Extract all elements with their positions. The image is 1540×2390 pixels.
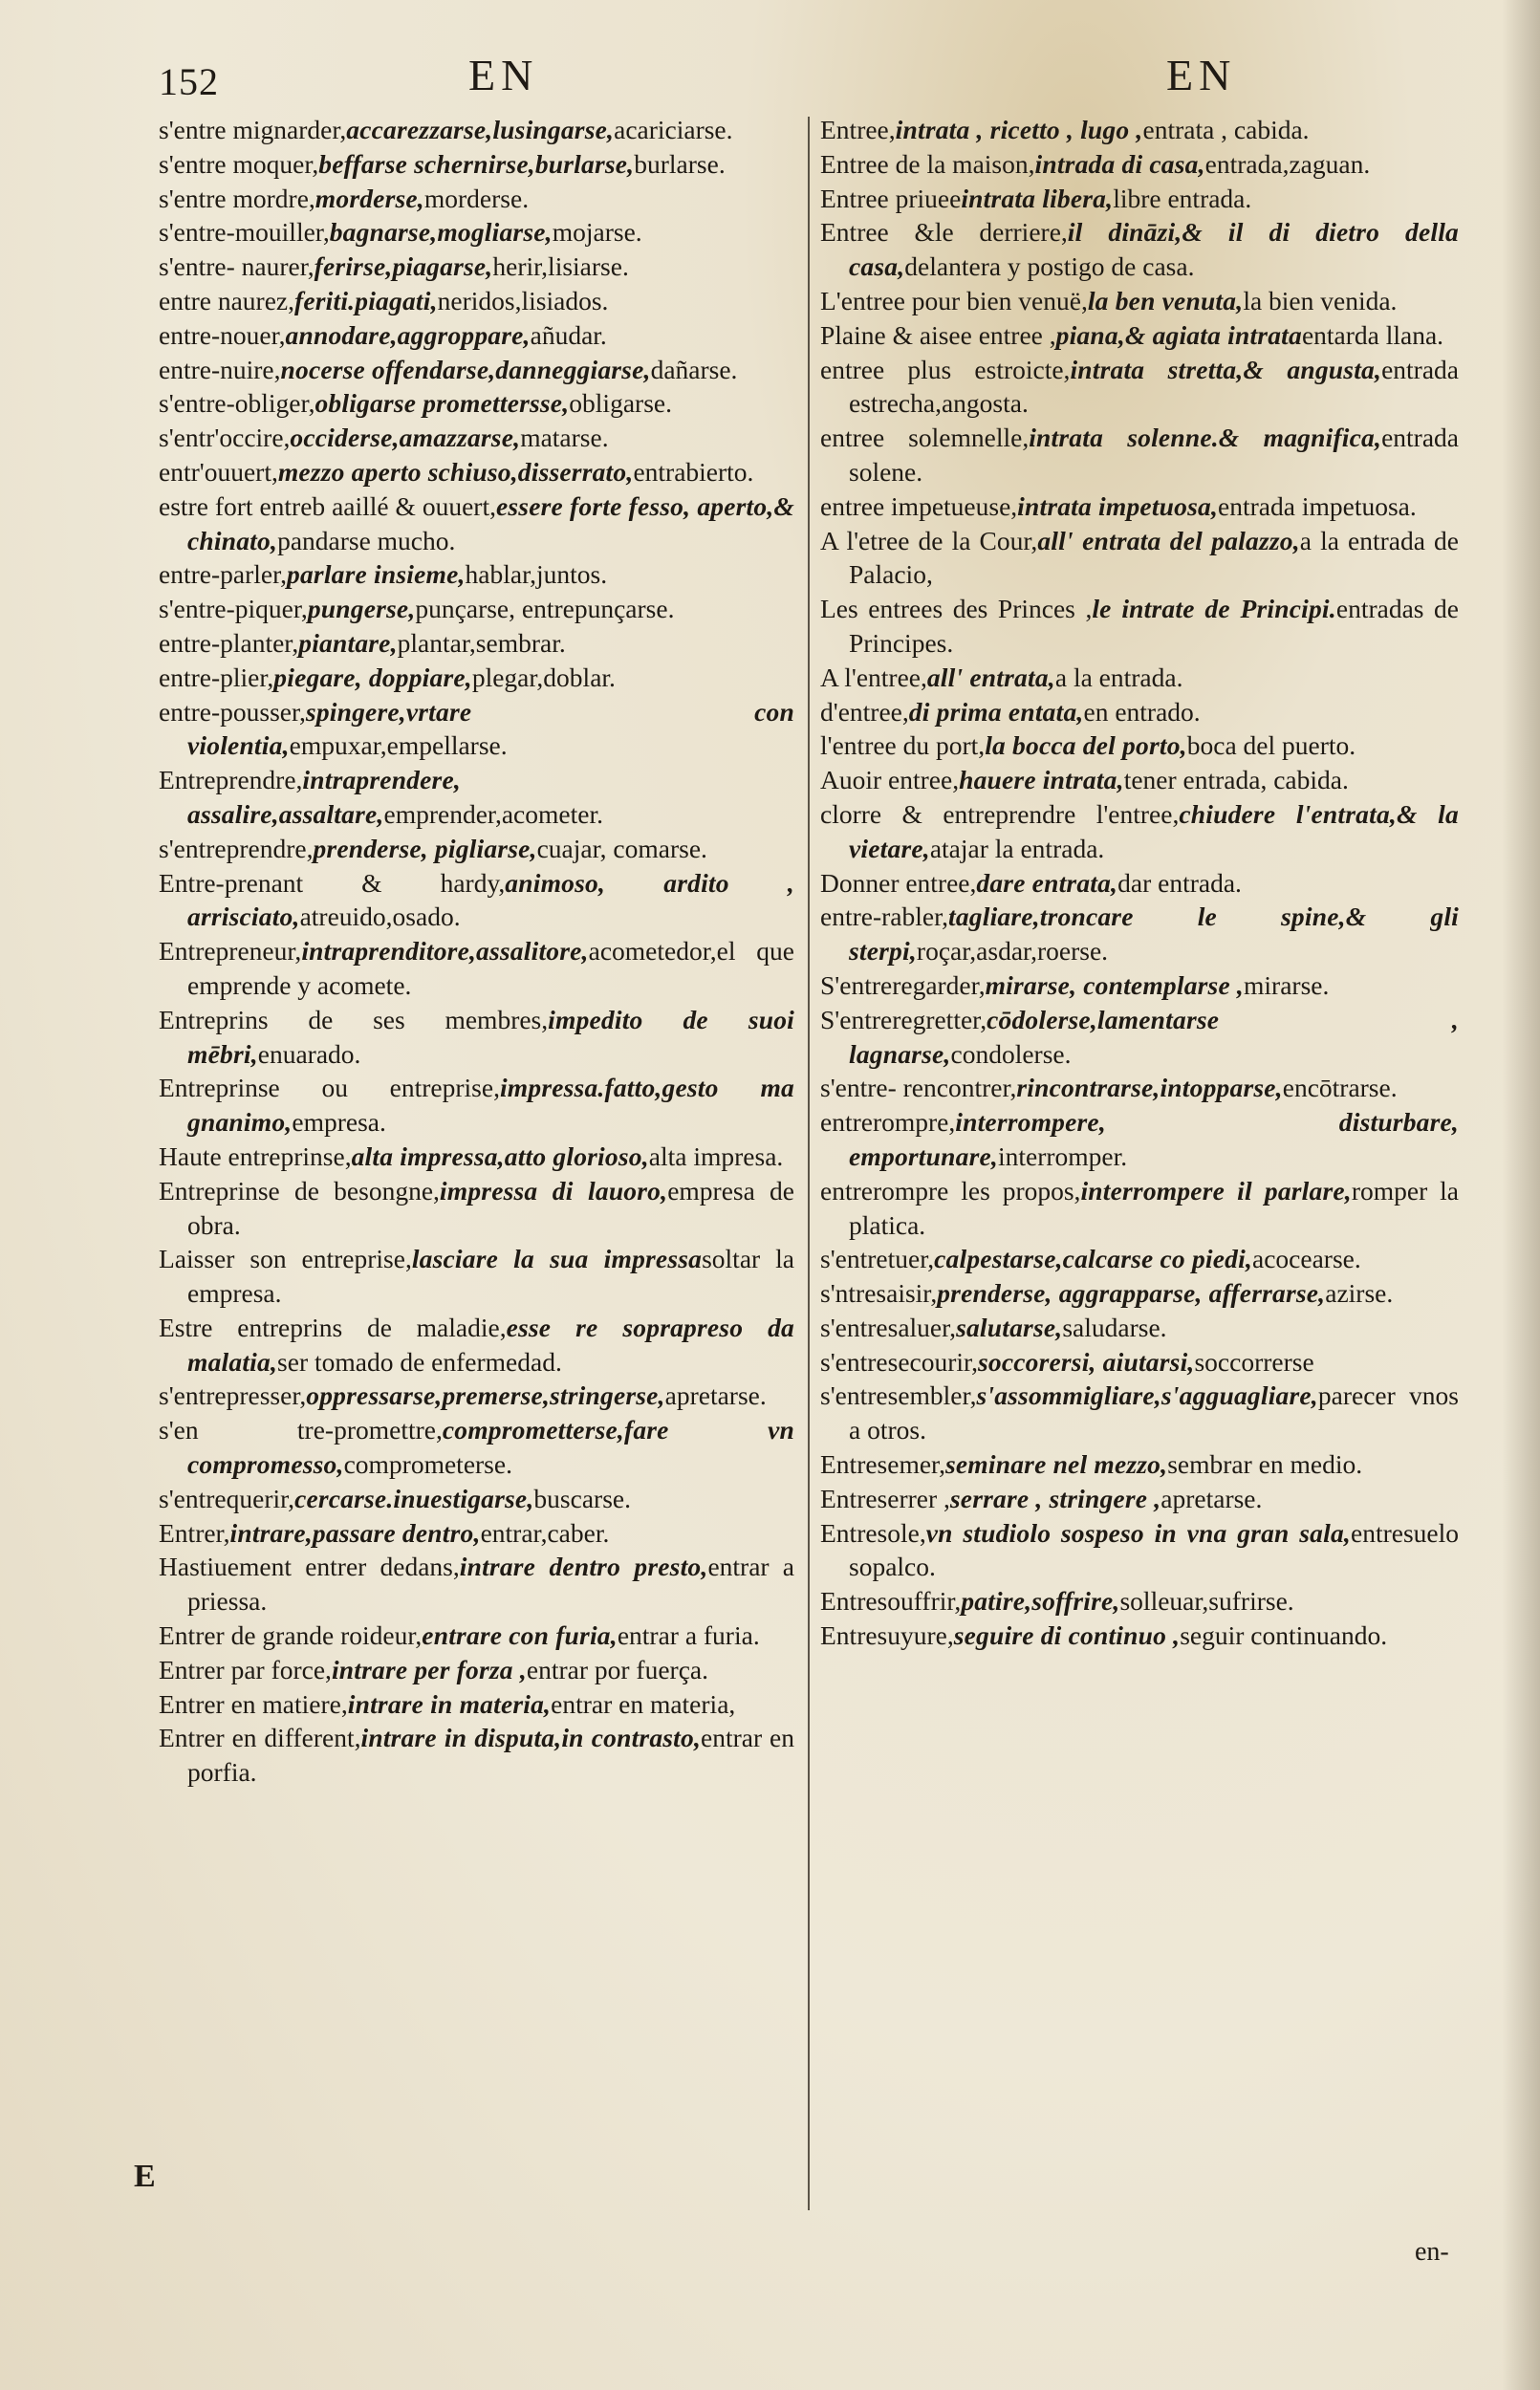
entry-italian: pungerse, — [307, 594, 416, 624]
dictionary-entry — [820, 113, 1459, 147]
entry-headword: entre-planter, — [159, 627, 299, 658]
entry-headword: entre-nouer, — [159, 319, 286, 350]
entry-italian: intrare,passare dentro, — [229, 1517, 481, 1548]
entry-italian: la bocca del porto, — [985, 730, 1187, 761]
entry-italian: serrare , stringere , — [949, 1483, 1161, 1513]
entry-headword: Entrer par force, — [159, 1654, 332, 1684]
entry-italian: intrare in disputa,in contrasto, — [360, 1723, 702, 1753]
entry-italian: ferirse,piagarse, — [314, 251, 493, 282]
entry-spanish: burlarse. — [634, 148, 726, 179]
entry-italian: prenderse, pigliarse, — [313, 833, 537, 863]
entry-spanish: entrar a furia. — [617, 1620, 760, 1651]
entry-italian: obligarse promettersse, — [315, 388, 570, 419]
entry-italian: il dināzi,& il di dietro della casa, — [849, 217, 1459, 282]
entry-spanish: boca del puerto. — [1186, 730, 1356, 761]
entry-spanish: entarda llana. — [1301, 319, 1444, 350]
entry-headword: Entrepreneur, — [159, 936, 302, 967]
entry-italian: vn studiolo sospeso in vna gran sala, — [925, 1517, 1351, 1548]
dictionary-entry — [820, 1311, 1459, 1345]
dictionary-entry — [820, 900, 1459, 968]
dictionary-entry — [820, 1447, 1459, 1482]
entry-spanish: solleuar,sufrirse. — [1119, 1586, 1294, 1617]
dictionary-entry — [159, 866, 794, 935]
dictionary-entry — [820, 1105, 1459, 1174]
entry-italian: entrare con furia, — [422, 1620, 618, 1651]
dictionary-entry — [159, 113, 794, 147]
entry-italian: alta impressa,atto glorioso, — [351, 1141, 649, 1171]
entry-italian: interrompere, disturbare, emportunare, — [849, 1107, 1459, 1171]
entry-headword: entre-nuire, — [159, 354, 281, 384]
entry-spanish: apretarse. — [1160, 1483, 1263, 1513]
dictionary-entry — [820, 318, 1459, 353]
entry-headword: s'entre mignarder, — [159, 115, 347, 144]
entry-headword: entrerompre, — [820, 1107, 956, 1138]
entry-spanish: cuajar, comarse. — [536, 833, 707, 863]
dictionary-entry — [159, 1413, 794, 1482]
entry-headword: Entree priuee — [820, 183, 962, 213]
entry-spanish: entradas de Principes. — [849, 594, 1459, 658]
entry-headword: s'entre-mouiller, — [159, 217, 330, 248]
dictionary-entry — [159, 1687, 794, 1722]
entry-headword: entr'ouuert, — [159, 456, 278, 487]
entry-italian: accarezzarse,lusingarse, — [346, 115, 615, 144]
dictionary-entry — [159, 1482, 794, 1516]
entry-spanish: empresa. — [292, 1107, 386, 1138]
entry-italian: hauere intrata, — [959, 765, 1124, 795]
entry-headword: clorre & entreprendre l'entree, — [820, 798, 1180, 829]
entry-headword: entre-parler, — [159, 559, 288, 590]
dictionary-entry — [820, 592, 1459, 661]
dictionary-entry — [820, 182, 1459, 216]
dictionary-entry — [159, 1311, 794, 1380]
entry-spanish: añudar. — [530, 319, 607, 350]
entry-headword: Entreprins de ses membres, — [159, 1004, 549, 1034]
entry-spanish: tener entrada, cabida. — [1123, 765, 1349, 795]
dictionary-entry — [820, 797, 1459, 866]
entry-headword: Entree, — [820, 115, 896, 144]
dictionary-entry — [820, 147, 1459, 182]
entry-headword: l'entree du port, — [820, 730, 986, 761]
entry-italian: intraprendere, assalire,assaltare, — [187, 765, 461, 829]
entry-headword: Entre-prenant & hardy, — [159, 867, 506, 898]
entry-headword: Plaine & aisee entree , — [820, 319, 1056, 350]
entry-spanish: mirarse. — [1244, 969, 1330, 1000]
entry-spanish: libre entrada. — [1113, 183, 1252, 213]
entry-spanish: alta impresa. — [648, 1141, 784, 1171]
entry-headword: s'entresaluer, — [820, 1312, 957, 1342]
entry-italian: all' entrata del palazzo, — [1037, 525, 1300, 555]
entry-spanish: ser tomado de enfermedad. — [277, 1346, 562, 1377]
entry-headword: d'entree, — [820, 696, 909, 727]
dictionary-entry — [159, 353, 794, 387]
dictionary-entry — [159, 182, 794, 216]
entry-italian: patire,soffrire, — [961, 1586, 1120, 1617]
entry-italian: s'assommigliare,s'agguagliare, — [976, 1380, 1318, 1411]
entry-italian: cercarse.inuestigarse, — [294, 1483, 534, 1513]
catchword: en- — [1415, 2237, 1449, 2267]
entry-italian: di prima entata, — [908, 696, 1084, 727]
entry-headword: Donner entree, — [820, 867, 977, 898]
entry-spanish: emprender,acometer. — [383, 798, 603, 829]
entry-spanish: plantar,sembrar. — [397, 627, 566, 658]
entry-italian: impedito de suoi mēbri, — [187, 1004, 795, 1069]
entry-spanish: interromper. — [997, 1141, 1128, 1171]
entry-italian: prenderse, aggrapparse, afferrarse, — [937, 1278, 1326, 1309]
page-number: 152 — [159, 60, 219, 103]
dictionary-entry — [820, 489, 1459, 524]
entry-italian: intrata , ricetto , lugo , — [895, 115, 1143, 144]
entry-headword: Entree &le derriere, — [820, 217, 1068, 248]
dictionary-entry — [159, 626, 794, 661]
entry-italian: la ben venuta, — [1087, 285, 1244, 315]
entry-headword: A l'etree de la Cour, — [820, 525, 1038, 555]
entry-spanish: dañarse. — [650, 354, 738, 384]
entry-italian: morderse, — [315, 183, 424, 213]
entry-headword: Entrer en matiere, — [159, 1688, 348, 1719]
entry-headword: Entresole, — [820, 1517, 926, 1548]
signature-mark: E — [134, 2159, 156, 2194]
dictionary-entry — [159, 832, 794, 866]
entry-italian: spingere,vrtare con violentia, — [187, 696, 794, 761]
entry-italian: annodare,aggroppare, — [285, 319, 531, 350]
entry-italian: seguire di continuo , — [953, 1620, 1181, 1651]
entry-italian: intrata libera, — [961, 183, 1114, 213]
entry-spanish: sembrar en medio. — [1167, 1449, 1363, 1480]
entry-italian: piegare, doppiare, — [273, 662, 472, 692]
entry-italian: intrare in materia, — [347, 1688, 552, 1719]
entry-spanish: la bien venida. — [1243, 285, 1398, 315]
entry-italian: feriti.piagati, — [294, 285, 438, 315]
entry-headword: s'entre-piquer, — [159, 594, 308, 624]
entry-headword: s'entre- naurer, — [159, 251, 315, 282]
dictionary-entry — [820, 1174, 1459, 1243]
entry-spanish: morderse. — [423, 183, 530, 213]
dictionary-entry — [159, 250, 794, 284]
entry-spanish: obligarse. — [569, 388, 672, 419]
dictionary-entry — [159, 318, 794, 353]
dictionary-entry — [159, 284, 794, 318]
entry-headword: Entrer de grande roideur, — [159, 1620, 423, 1651]
dictionary-entry — [159, 386, 794, 421]
entry-italian: intrare dentro presto, — [459, 1552, 708, 1582]
dictionary-entry — [820, 284, 1459, 318]
dictionary-entry — [159, 1242, 794, 1311]
entry-italian: le intrate de Principi. — [1092, 594, 1336, 624]
dictionary-entry — [820, 763, 1459, 797]
entry-spanish: hablar,juntos. — [465, 559, 608, 590]
entry-spanish: entrata , cabida. — [1142, 115, 1310, 144]
page-edge-shadow — [1502, 0, 1540, 2390]
entry-spanish: atajar la entrada. — [929, 833, 1105, 863]
entry-italian: salutarse, — [956, 1312, 1063, 1342]
dictionary-entry — [159, 1071, 794, 1140]
dictionary-entry — [159, 1653, 794, 1687]
entry-headword: s'entreprendre, — [159, 833, 314, 863]
column-divider — [808, 117, 810, 2210]
dictionary-entry — [820, 1345, 1459, 1380]
dictionary-entry — [820, 1003, 1459, 1072]
entry-headword: s'entresecourir, — [820, 1346, 978, 1377]
entry-headword: Les entrees des Princes , — [820, 594, 1093, 624]
dictionary-entry — [820, 695, 1459, 729]
entry-spanish: mojarse. — [552, 217, 642, 248]
entry-spanish: empresa de obra. — [187, 1175, 794, 1240]
entry-spanish: romper la platica. — [849, 1175, 1460, 1240]
dictionary-entry — [820, 1584, 1459, 1619]
left-column — [159, 113, 794, 1790]
entry-spanish: saludarse. — [1062, 1312, 1167, 1342]
entry-italian: tagliare,troncare le spine,& gli sterpi, — [849, 902, 1459, 967]
entry-italian: seminare nel mezzo, — [945, 1449, 1168, 1480]
dictionary-entry — [820, 968, 1459, 1003]
entry-headword: s'entre mordre, — [159, 183, 315, 213]
dictionary-entry — [159, 1140, 794, 1174]
entry-italian: intrata solenne.& magnifica, — [1029, 423, 1382, 453]
entry-spanish: enuarado. — [257, 1038, 361, 1069]
entry-italian: intrata impetuosa, — [1017, 490, 1219, 521]
entry-spanish: entrada solene. — [849, 423, 1459, 487]
dictionary-entry — [820, 1379, 1459, 1447]
entry-headword: s'ntresaisir, — [820, 1278, 938, 1309]
right-column — [820, 113, 1459, 1653]
dictionary-entry — [820, 1276, 1459, 1311]
dictionary-entry — [159, 1003, 794, 1072]
entry-headword: Auoir entree, — [820, 765, 960, 795]
dictionary-entry — [820, 661, 1459, 695]
entry-spanish: buscarse. — [533, 1483, 631, 1513]
dictionary-entry — [159, 1516, 794, 1551]
entry-spanish: entrada,zaguan. — [1204, 148, 1371, 179]
entry-headword: Entrer en different, — [159, 1723, 361, 1753]
entry-headword: Hastiuement entrer dedans, — [159, 1552, 460, 1582]
entry-spanish: a la entrada de Palacio, — [849, 525, 1459, 590]
entry-headword: s'en tre-promettre, — [159, 1415, 443, 1445]
entry-italian: comprometterse,fare vn compromesso, — [187, 1415, 794, 1480]
dictionary-entry — [820, 421, 1459, 489]
entry-spanish: matarse. — [520, 423, 609, 453]
entry-italian: beffarse schernirse,burlarse, — [318, 148, 635, 179]
entry-spanish: entrar a priessa. — [187, 1552, 794, 1617]
entry-spanish: empuxar,empellarse. — [289, 730, 508, 761]
entry-spanish: en entrado. — [1083, 696, 1201, 727]
entry-italian: esse re soprapreso da malatia, — [187, 1312, 794, 1377]
entry-headword: s'entretuer, — [820, 1244, 935, 1274]
right-running-head: EN — [1166, 51, 1237, 99]
entry-italian: mezzo aperto schiuso,disserrato, — [277, 456, 634, 487]
entry-italian: animoso, ardito , arrisciato, — [187, 867, 794, 932]
entry-headword: entrerompre les propos, — [820, 1175, 1081, 1206]
dictionary-entry — [820, 1516, 1459, 1585]
entry-headword: S'entreregretter, — [820, 1004, 987, 1034]
dictionary-entry — [820, 1071, 1459, 1105]
entry-italian: impressa.fatto,gesto ma gnanimo, — [187, 1073, 794, 1138]
entry-italian: intrada di casa, — [1034, 148, 1205, 179]
entry-headword: Entree de la maison, — [820, 148, 1035, 179]
entry-headword: Entreprinse ou entreprise, — [159, 1073, 500, 1103]
entry-italian: lasciare la sua impressa — [411, 1244, 703, 1274]
entry-italian: oppressarse,premerse,stringerse, — [306, 1380, 665, 1411]
entry-italian: intrare per forza , — [331, 1654, 527, 1684]
entry-spanish: parecer vnos a otros. — [849, 1380, 1459, 1445]
entry-spanish: comprometerse. — [343, 1449, 512, 1480]
entry-spanish: condolerse. — [950, 1038, 1072, 1069]
entry-headword: s'entre-obliger, — [159, 388, 315, 419]
dictionary-entry — [159, 695, 794, 764]
entry-italian: dare entrata, — [976, 867, 1118, 898]
entry-spanish: encōtrarse. — [1282, 1073, 1398, 1103]
entry-headword: entre-rabler, — [820, 902, 949, 932]
entry-headword: s'entre- rencontrer, — [820, 1073, 1017, 1103]
entry-headword: entre-plier, — [159, 662, 274, 692]
entry-spanish: atreuido,osado. — [299, 902, 461, 932]
entry-headword: Entreprendre, — [159, 765, 303, 795]
entry-italian: intraprenditore,assalitore, — [301, 936, 589, 967]
dictionary-entry — [159, 215, 794, 250]
dictionary-entry — [820, 524, 1459, 593]
dictionary-entry — [159, 455, 794, 489]
entry-spanish: entrada impetuosa. — [1218, 490, 1417, 521]
dictionary-entry — [159, 557, 794, 592]
entry-spanish: azirse. — [1325, 1278, 1394, 1309]
entry-headword: entree solemnelle, — [820, 423, 1030, 453]
dictionary-entry — [159, 489, 794, 558]
entry-headword: Haute entreprinse, — [159, 1141, 352, 1171]
entry-headword: Entreprinse de besongne, — [159, 1175, 440, 1206]
entry-spanish: entresuelo sopalco. — [849, 1517, 1459, 1582]
entry-spanish: entrar por fuerça. — [526, 1654, 708, 1684]
entry-spanish: entrar en materia, — [551, 1688, 736, 1719]
dictionary-entry — [820, 866, 1459, 901]
entry-spanish: a la entrada. — [1054, 662, 1183, 692]
entry-spanish: apretarse. — [664, 1380, 767, 1411]
entry-headword: Entrer, — [159, 1517, 230, 1548]
dictionary-entry — [159, 1550, 794, 1619]
entry-headword: s'entresembler, — [820, 1380, 977, 1411]
entry-headword: estre fort entreb aaillé & ouuert, — [159, 490, 496, 521]
entry-headword: Estre entreprins de maladie, — [159, 1312, 507, 1342]
entry-italian: parlare insieme, — [287, 559, 466, 590]
entry-spanish: soccorrerse — [1194, 1346, 1314, 1377]
entry-italian: chiudere l'entrata,& la vietare, — [849, 798, 1459, 863]
entry-italian: nocerse offendarse,danneggiarse, — [280, 354, 651, 384]
entry-spanish: plegar,doblar. — [471, 662, 616, 692]
entry-spanish: entrar en porfia. — [187, 1723, 795, 1788]
entry-italian: mirarse, contemplarse , — [985, 969, 1245, 1000]
entry-italian: intrata stretta,& angusta, — [1070, 354, 1382, 384]
entry-italian: piana,& agiata intrata — [1055, 319, 1302, 350]
dictionary-entry — [820, 1619, 1459, 1653]
entry-headword: Entresuyure, — [820, 1620, 954, 1651]
entry-italian: cōdolerse,lamentarse , lagnarse, — [849, 1004, 1459, 1069]
entry-spanish: neridos,lisiados. — [437, 285, 609, 315]
entry-spanish: acariciarse. — [614, 115, 733, 144]
entry-headword: L'entree pour bien venuë, — [820, 285, 1088, 315]
entry-italian: all' entrata, — [926, 662, 1055, 692]
dictionary-entry — [159, 934, 794, 1003]
entry-spanish: entrabierto. — [633, 456, 754, 487]
entry-spanish: dar entrada. — [1117, 867, 1242, 898]
entry-italian: rincontrarse,intopparse, — [1016, 1073, 1283, 1103]
entry-headword: entre-pousser, — [159, 696, 306, 727]
entry-spanish: acometedor,el que emprende y acomete. — [187, 936, 794, 1000]
dictionary-entry — [159, 1379, 794, 1413]
entry-italian: soccorersi, aiutarsi, — [977, 1346, 1195, 1377]
entry-spanish: soltar la empresa. — [187, 1244, 794, 1309]
entry-headword: s'entr'occire, — [159, 423, 291, 453]
entry-spanish: delantera y postigo de casa. — [904, 251, 1195, 282]
entry-headword: entree impetueuse, — [820, 490, 1018, 521]
entry-italian: occiderse,amazzarse, — [290, 423, 521, 453]
dictionary-entry — [159, 1174, 794, 1243]
entry-italian: impressa di lauoro, — [439, 1175, 668, 1206]
dictionary-entry — [159, 763, 794, 832]
entry-italian: interrompere il parlare, — [1080, 1175, 1352, 1206]
entry-italian: bagnarse,mogliarse, — [329, 217, 553, 248]
entry-italian: calpestarse,calcarse co piedi, — [934, 1244, 1253, 1274]
dictionary-entry — [159, 1721, 794, 1790]
entry-italian: piantare, — [298, 627, 398, 658]
left-running-head: EN — [468, 51, 539, 99]
entry-spanish: roçar,asdar,roerse. — [916, 936, 1109, 967]
entry-headword: Laisser son entreprise, — [159, 1244, 412, 1274]
entry-headword: s'entre moquer, — [159, 148, 319, 179]
dictionary-entry — [820, 1482, 1459, 1516]
entry-headword: S'entreregarder, — [820, 969, 986, 1000]
entry-italian: essere forte fesso, aperto,& chinato, — [187, 490, 794, 555]
entry-spanish: acocearse. — [1252, 1244, 1361, 1274]
dictionary-entry — [159, 421, 794, 455]
entry-headword: A l'entree, — [820, 662, 927, 692]
entry-spanish: entrar,caber. — [480, 1517, 610, 1548]
entry-spanish: entrada estrecha,angosta. — [849, 354, 1459, 419]
entry-headword: Entreserrer , — [820, 1483, 950, 1513]
dictionary-entry — [820, 1242, 1459, 1276]
dictionary-entry — [159, 592, 794, 626]
entry-headword: Entresemer, — [820, 1449, 945, 1480]
entry-spanish: punçarse, entrepunçarse. — [415, 594, 675, 624]
dictionary-entry — [159, 661, 794, 695]
dictionary-entry — [820, 728, 1459, 763]
entry-headword: entree plus estroicte, — [820, 354, 1071, 384]
entry-headword: s'entrepresser, — [159, 1380, 307, 1411]
dictionary-entry — [820, 215, 1459, 284]
dictionary-entry — [159, 1619, 794, 1653]
entry-headword: Entresouffrir, — [820, 1586, 962, 1617]
entry-headword: s'entrequerir, — [159, 1483, 295, 1513]
dictionary-entry — [159, 147, 794, 182]
entry-spanish: herir,lisiarse. — [492, 251, 629, 282]
entry-spanish: seguir continuando. — [1180, 1620, 1388, 1651]
running-header — [153, 50, 1483, 107]
entry-headword: entre naurez, — [159, 285, 294, 315]
entry-spanish: pandarse mucho. — [277, 525, 456, 555]
dictionary-entry — [820, 353, 1459, 422]
